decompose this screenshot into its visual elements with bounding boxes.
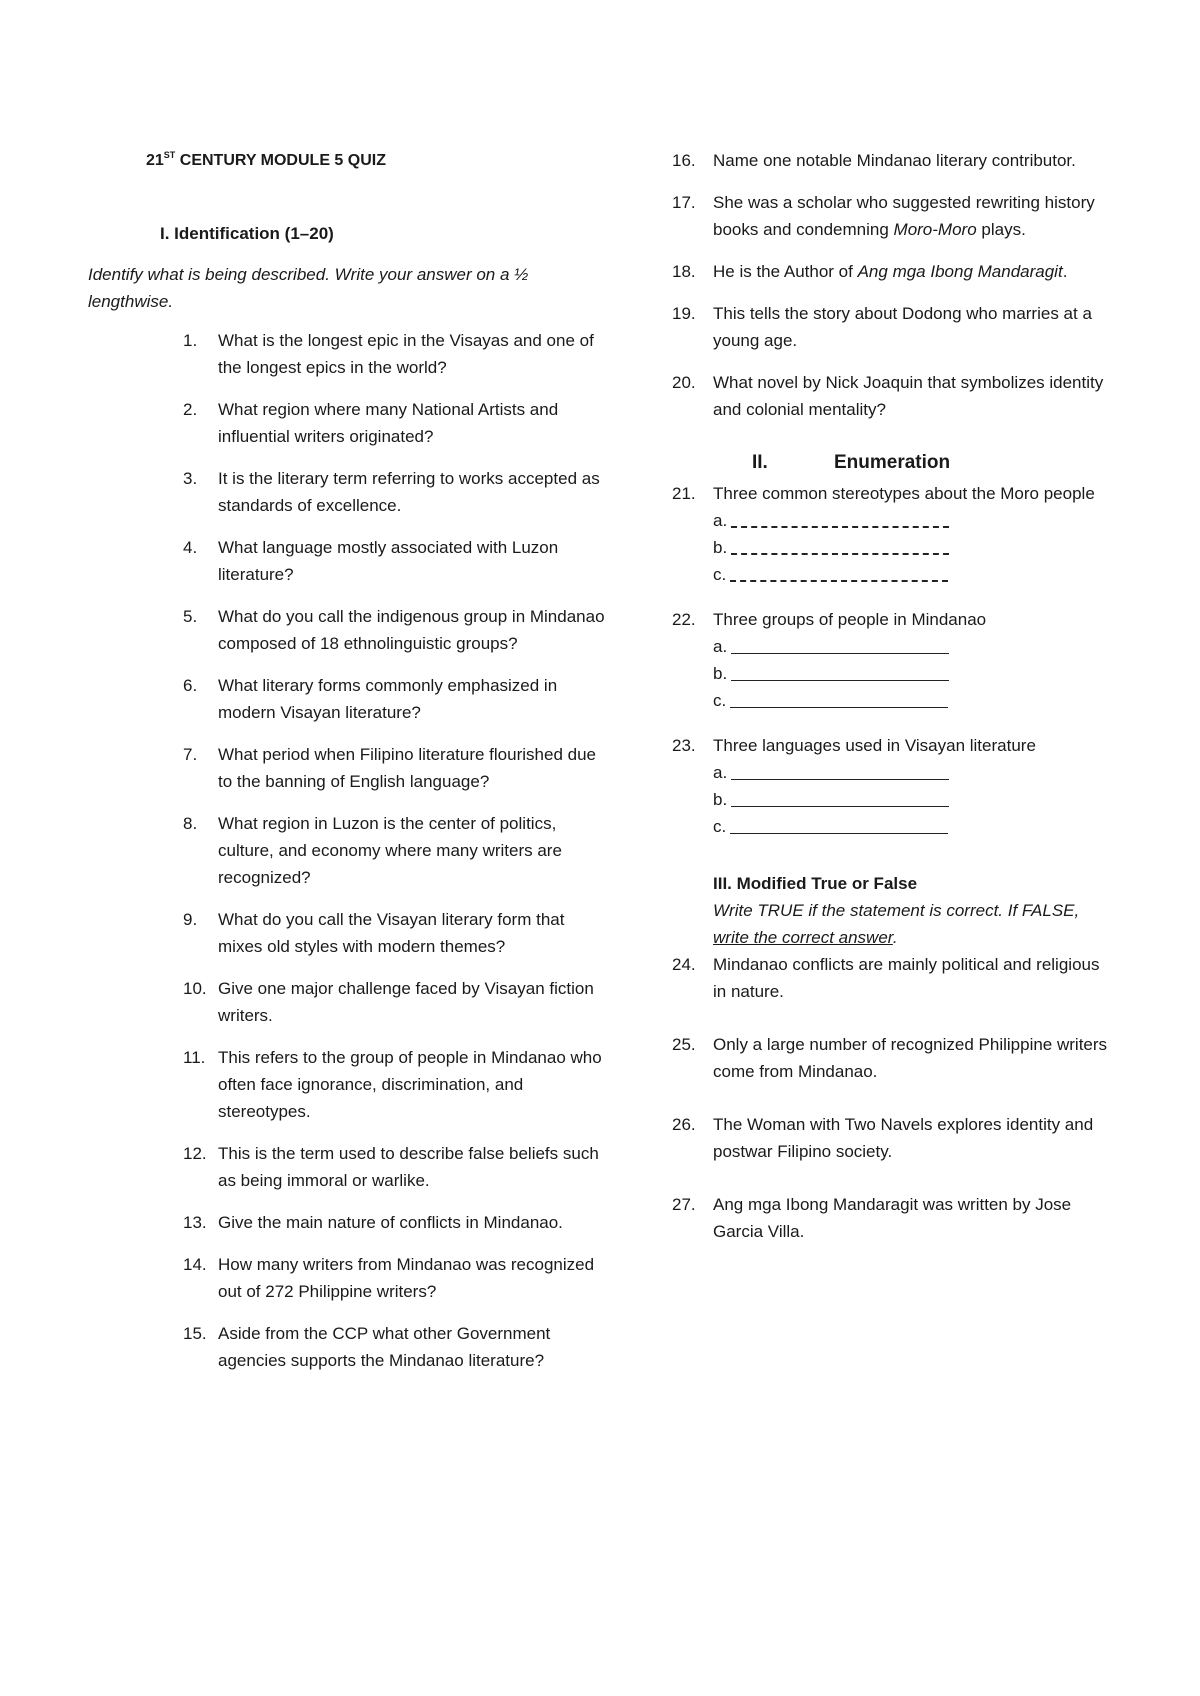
enumeration-item	[672, 480, 1112, 588]
question-item	[88, 603, 608, 657]
question-item	[88, 1209, 608, 1236]
section2-title: Enumeration	[834, 452, 951, 473]
enumeration-item	[672, 606, 1112, 714]
answer-blank[interactable]	[730, 689, 948, 708]
answer-letter: a.	[713, 637, 728, 656]
question-item	[88, 741, 608, 795]
question-text-part: He is the Author of	[713, 262, 858, 281]
question-text: What region in Luzon is the center of politics, culture, and economy where many writers are recognized?	[218, 814, 562, 887]
answer-letter: a.	[713, 763, 728, 782]
question-list-left	[88, 327, 608, 1374]
answer-letter: c.	[713, 817, 727, 836]
answer-letter: b.	[713, 664, 728, 683]
left-column	[88, 147, 608, 1389]
answer-line[interactable]	[713, 534, 1112, 561]
question-number: 20.	[672, 373, 696, 392]
title-rest: CENTURY MODULE 5 QUIZ	[175, 152, 386, 169]
question-number: 26.	[672, 1115, 696, 1134]
answer-blank[interactable]	[730, 815, 948, 834]
question-item	[672, 258, 1112, 285]
question-item	[88, 327, 608, 381]
question-item	[88, 1140, 608, 1194]
question-text-part: plays.	[976, 220, 1026, 239]
question-item	[88, 1320, 608, 1374]
answer-letter: c.	[713, 691, 727, 710]
question-text: What do you call the Visayan literary form that mixes old styles with modern themes?	[218, 910, 565, 956]
question-item	[88, 672, 608, 726]
question-number: 3.	[183, 469, 198, 488]
question-text: The Woman with Two Navels explores identity and postwar Filipino society.	[713, 1115, 1094, 1161]
question-text: Mindanao conflicts are mainly political and religious in nature.	[713, 955, 1100, 1001]
question-number: 25.	[672, 1035, 696, 1054]
question-text: Give the main nature of conflicts in Mindanao.	[218, 1213, 563, 1232]
enumeration-list	[672, 480, 1112, 840]
question-number: 8.	[183, 814, 198, 833]
question-text: What period when Filipino literature flourished due to the banning of English language?	[218, 745, 596, 791]
enumeration-label: Three groups of people in Mindanao	[713, 610, 987, 629]
title-superscript: ST	[163, 150, 176, 160]
answer-blank[interactable]	[731, 535, 949, 555]
question-item	[88, 396, 608, 450]
question-text: Ang mga Ibong Mandaragit was written by Jose Garcia Villa.	[713, 1195, 1072, 1241]
section3-heading: III. Modified True or False	[713, 874, 918, 893]
answer-line[interactable]	[713, 633, 1112, 660]
title-prefix: 21	[146, 152, 164, 169]
question-number: 17.	[672, 193, 696, 212]
question-text-italic: Ang mga Ibong Mandaragit	[857, 262, 1063, 281]
instruction-underlined: write the correct answer	[713, 928, 893, 947]
question-item	[672, 189, 1112, 243]
question-number: 23.	[672, 736, 696, 755]
question-item	[88, 1044, 608, 1125]
question-item	[88, 534, 608, 588]
answer-letter: b.	[713, 790, 728, 809]
question-number: 2.	[183, 400, 198, 419]
question-text	[713, 258, 1112, 285]
question-text: Give one major challenge faced by Visayan fiction writers.	[218, 979, 594, 1025]
answer-line[interactable]	[713, 561, 1112, 588]
question-number: 10.	[183, 979, 207, 998]
section2-heading	[752, 449, 1112, 476]
question-number: 15.	[183, 1324, 207, 1343]
question-text-italic: Moro-Moro	[893, 220, 977, 239]
section3-instruction	[713, 897, 1112, 951]
question-text: Only a large number of recognized Philippine writers come from Mindanao.	[713, 1035, 1108, 1081]
question-item	[672, 1191, 1112, 1245]
question-text: What do you call the indigenous group in Mindanao composed of 18 ethnolinguistic groups?	[218, 607, 605, 653]
question-text: How many writers from Mindanao was recognized out of 272 Philippine writers?	[218, 1255, 595, 1301]
answer-line[interactable]	[713, 507, 1112, 534]
question-text: What region where many National Artists and influential writers originated?	[218, 400, 559, 446]
question-number: 13.	[183, 1213, 207, 1232]
question-number: 7.	[183, 745, 198, 764]
question-number: 16.	[672, 151, 696, 170]
enumeration-label: Three common stereotypes about the Moro people	[713, 484, 1095, 503]
section2-number: II.	[752, 452, 768, 473]
question-number: 21.	[672, 484, 696, 503]
question-text: Aside from the CCP what other Government agencies supports the Mindanao literature?	[218, 1324, 551, 1370]
question-item	[672, 951, 1112, 1005]
question-list-right	[672, 147, 1112, 423]
question-text: This is the term used to describe false beliefs such as being immoral or warlike.	[218, 1144, 599, 1190]
answer-letter: c.	[713, 565, 727, 584]
instruction-part: .	[892, 928, 898, 947]
enumeration-item	[672, 732, 1112, 840]
instruction-part: Write TRUE if the statement is correct. If FALSE,	[713, 901, 1080, 920]
question-text	[713, 189, 1112, 243]
question-item	[88, 975, 608, 1029]
answer-letter: a.	[713, 511, 728, 530]
question-number: 27.	[672, 1195, 696, 1214]
question-item	[88, 810, 608, 891]
question-number: 18.	[672, 262, 696, 281]
page-title	[146, 147, 608, 174]
question-number: 24.	[672, 955, 696, 974]
section3	[713, 870, 1112, 951]
question-number: 9.	[183, 910, 198, 929]
question-number: 22.	[672, 610, 696, 629]
question-text: What is the longest epic in the Visayas and one of the longest epics in the world?	[218, 331, 594, 377]
answer-line[interactable]	[713, 660, 1112, 687]
answer-line[interactable]	[713, 687, 1112, 714]
question-item	[672, 369, 1112, 423]
answer-blank[interactable]	[731, 508, 949, 528]
question-number: 1.	[183, 331, 198, 350]
question-item	[88, 906, 608, 960]
question-text: Name one notable Mindanao literary contributor.	[713, 151, 1076, 170]
answer-blank[interactable]	[731, 761, 949, 780]
question-text: This tells the story about Dodong who marries at a young age.	[713, 304, 1092, 350]
question-text-part: She was a scholar who suggested rewriting history books and condemning	[713, 193, 1095, 239]
question-item	[672, 147, 1112, 174]
question-text: What literary forms commonly emphasized in modern Visayan literature?	[218, 676, 558, 722]
question-text: What language mostly associated with Luzon literature?	[218, 538, 559, 584]
true-false-list	[672, 951, 1112, 1245]
answer-blank[interactable]	[731, 635, 949, 654]
question-text: What novel by Nick Joaquin that symbolizes identity and colonial mentality?	[713, 373, 1104, 419]
question-item	[672, 1031, 1112, 1085]
answer-line[interactable]	[713, 786, 1112, 813]
question-text: It is the literary term referring to works accepted as standards of excellence.	[218, 469, 600, 515]
question-item	[672, 300, 1112, 354]
question-number: 12.	[183, 1144, 207, 1163]
answer-line[interactable]	[713, 759, 1112, 786]
question-number: 6.	[183, 676, 198, 695]
question-item	[672, 1111, 1112, 1165]
question-number: 4.	[183, 538, 198, 557]
right-column	[672, 147, 1112, 1271]
answer-blank[interactable]	[731, 788, 949, 807]
question-item	[88, 1251, 608, 1305]
answer-letter: b.	[713, 538, 728, 557]
section1-heading: I. Identification (1–20)	[160, 224, 334, 243]
question-number: 11.	[183, 1048, 206, 1067]
section1-instruction: Identify what is being described. Write your answer on a ½ lengthwise.	[88, 265, 529, 311]
answer-line[interactable]	[713, 813, 1112, 840]
question-number: 14.	[183, 1255, 207, 1274]
question-text-part: .	[1062, 262, 1068, 281]
question-number: 5.	[183, 607, 198, 626]
question-item	[88, 465, 608, 519]
enumeration-label: Three languages used in Visayan literature	[713, 736, 1036, 755]
question-text: This refers to the group of people in Mindanao who often face ignorance, discrimination, and stereotypes.	[218, 1048, 602, 1121]
answer-blank[interactable]	[730, 562, 948, 582]
question-number: 19.	[672, 304, 696, 323]
answer-blank[interactable]	[731, 662, 949, 681]
